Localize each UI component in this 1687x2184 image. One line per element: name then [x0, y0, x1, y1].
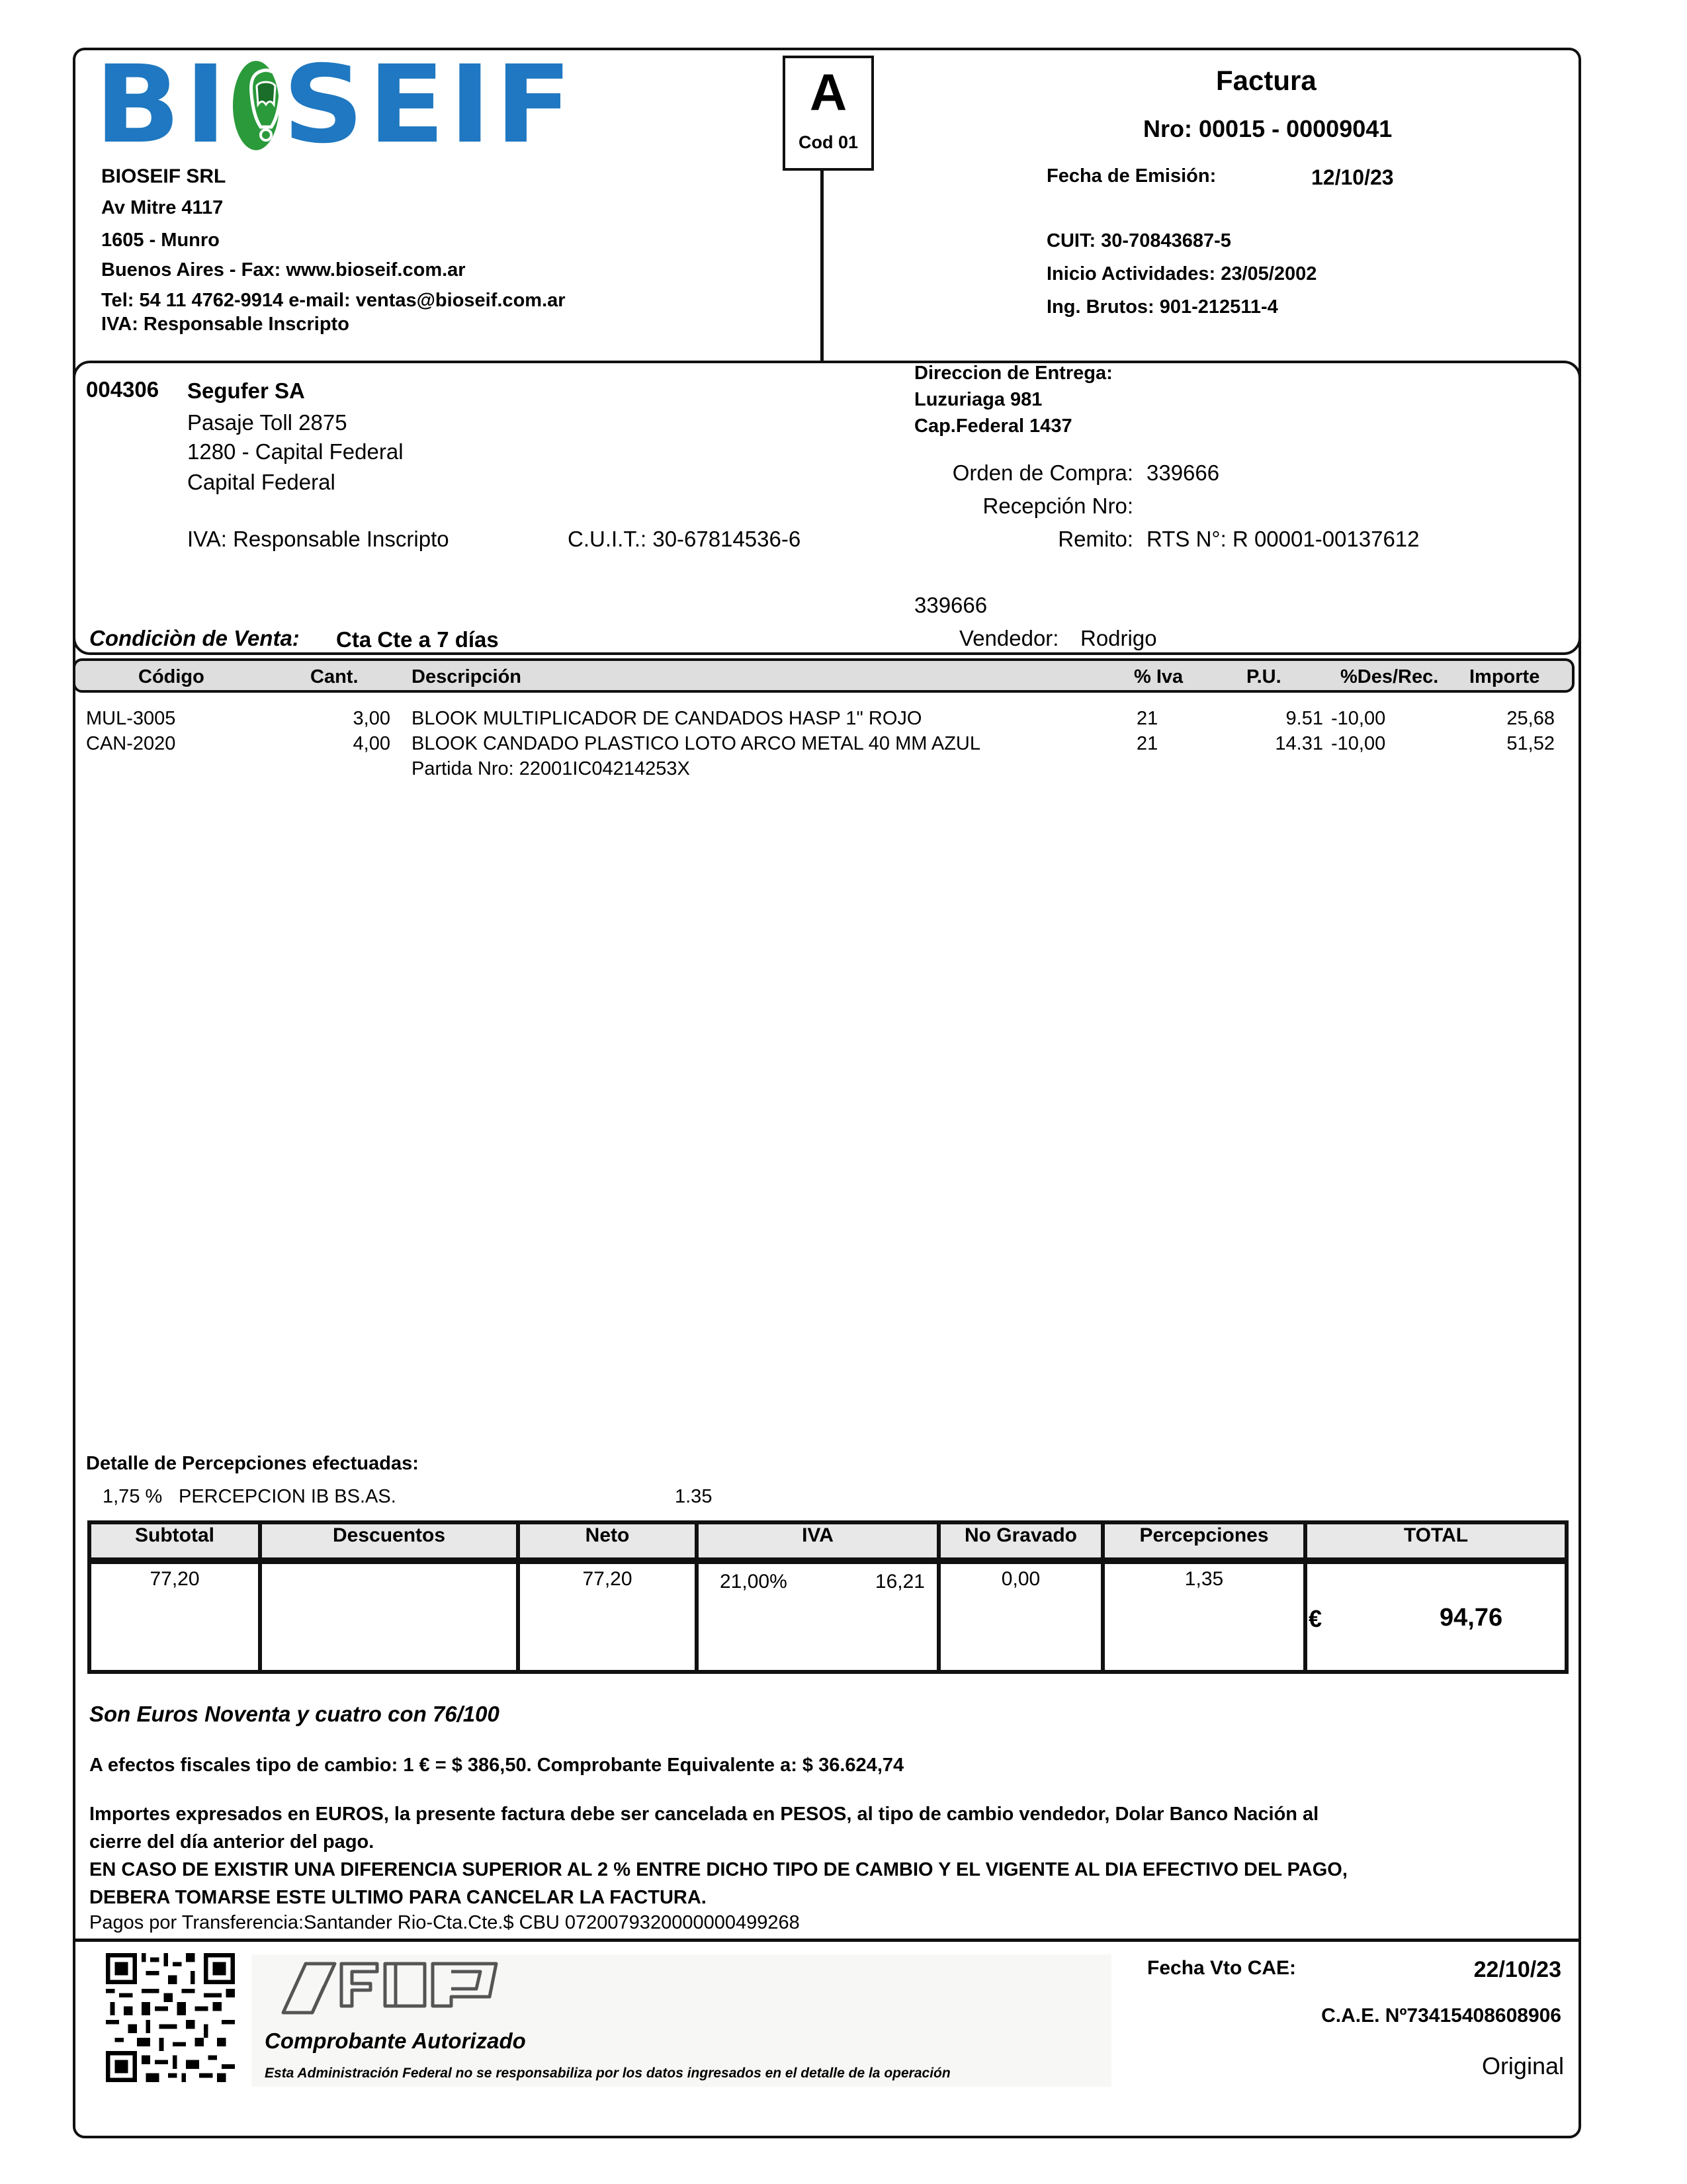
client-cuit: C.U.I.T.: 30-67814536-6 [568, 527, 801, 551]
seller-name: Rodrigo [1080, 626, 1157, 650]
issuer-gross-income: Ing. Brutos: 901-212511-4 [1047, 296, 1278, 318]
iva-amount: 16,21 [875, 1571, 925, 1593]
copy-label: Original [1481, 2052, 1564, 2079]
sale-condition: Cta Cte a 7 días [336, 627, 499, 652]
col-code: Código [138, 666, 204, 687]
invoice-letter: A [809, 63, 847, 121]
invoice-letter-box [783, 56, 874, 171]
document-type: Factura [1216, 65, 1317, 96]
bioseif-logo [95, 43, 576, 167]
delivery-city: Cap.Federal 1437 [914, 415, 1072, 437]
purchase-order-label: Orden de Compra: [952, 460, 1133, 485]
delivery-label: Direccion de Entrega: [914, 363, 1113, 384]
col-description: Descripción [411, 666, 521, 687]
afip-disclaimer: Esta Administración Federal no se responsabiliza por los datos ingresados en el detalle de la operación [265, 2066, 951, 2081]
totals-header-perceptions: Percepciones [1103, 1522, 1305, 1561]
document-number-value: 00015 - 00009041 [1199, 115, 1393, 142]
gas-mask-icon [233, 61, 279, 150]
client-address: Pasaje Toll 2875 [187, 410, 347, 435]
warning-line2: DEBERA TOMARSE ESTE ULTIMO PARA CANCELAR LA FACTURA. [89, 1887, 707, 1908]
afip-authorization-box [251, 1954, 1111, 2087]
totals-header-total: TOTAL [1305, 1522, 1567, 1561]
reception-label: Recepción Nro: [982, 494, 1133, 518]
item-code: CAN-2020 [86, 733, 176, 754]
client-box [73, 361, 1581, 655]
afip-logo-icon [278, 1960, 523, 2019]
totals-header-discounts: Descuentos [260, 1522, 518, 1561]
currency-note-line2: cierre del día anterior del pago. [89, 1831, 374, 1853]
item-unit-price: 9.51 [1285, 708, 1323, 729]
not-taxed-value: 0,00 [939, 1561, 1103, 1672]
issue-date: 12/10/23 [1311, 165, 1394, 189]
totals-header-subtotal: Subtotal [89, 1522, 260, 1561]
client-code: 004306 [86, 377, 159, 402]
item-amount: 25,68 [1506, 708, 1555, 729]
item-qty: 3,00 [353, 708, 390, 729]
reference-number: 339666 [914, 593, 988, 617]
totals-table [87, 1520, 1569, 1674]
col-iva: % Iva [1134, 666, 1184, 687]
lot-note: Partida Nro: 22001IC04214253X [411, 758, 690, 779]
delivery-address: Luzuriaga 981 [914, 389, 1043, 410]
item-iva: 21 [1137, 708, 1158, 729]
logo-text-left: BI [95, 43, 231, 167]
document-number [1143, 115, 1392, 143]
amount-in-words: Son Euros Noventa y cuatro con 76/100 [89, 1702, 499, 1726]
totals-header-iva: IVA [697, 1522, 939, 1561]
cae-due-label: Fecha Vto CAE: [1147, 1957, 1297, 1979]
perception-amount: 1.35 [675, 1486, 713, 1507]
invoice-letter-code: Cod 01 [798, 132, 859, 152]
client-province: Capital Federal [187, 470, 335, 494]
issuer-iva: IVA: Responsable Inscripto [101, 314, 349, 335]
issuer-fax-web: Buenos Aires - Fax: www.bioseif.com.ar [101, 259, 466, 281]
item-unit-price: 14.31 [1275, 733, 1323, 754]
issuer-cuit: CUIT: 30-70843687-5 [1047, 230, 1231, 251]
warning-line1: EN CASO DE EXISTIR UNA DIFERENCIA SUPERIOR AL 2 % ENTRE DICHO TIPO DE CAMBIO Y EL VIGENTE AL DIA EFECTIVO DEL PAGO, [89, 1859, 1348, 1880]
bank-transfer-info: Pagos por Transferencia:Santander Rio-Cta.Cte.$ CBU 0720079320000000499268 [89, 1912, 800, 1933]
perceptions-value: 1,35 [1103, 1561, 1305, 1672]
header-divider [820, 171, 824, 361]
perception-rate: 1,75 % [103, 1486, 163, 1507]
total-cell [1305, 1561, 1567, 1672]
currency-note-line1: Importes expresados en EUROS, la presente factura debe ser cancelada en PESOS, al tipo de cambio vendedor, Dolar Banco Nación al [89, 1804, 1319, 1825]
item-description: BLOOK CANDADO PLASTICO LOTO ARCO METAL 40 MM AZUL [411, 733, 981, 754]
footer-divider [73, 1939, 1581, 1942]
col-discount: %Des/Rec. [1340, 666, 1439, 687]
total-value: 94,76 [1440, 1604, 1503, 1632]
remito-label: Remito: [1058, 527, 1133, 551]
client-iva: IVA: Responsable Inscripto [187, 527, 449, 551]
document-number-label: Nro: [1143, 115, 1192, 142]
iva-rate: 21,00% [720, 1571, 787, 1593]
logo-text-right: SEIF [282, 43, 576, 167]
subtotal-value: 77,20 [89, 1561, 260, 1672]
sale-condition-label: Condiciòn de Venta: [89, 626, 300, 650]
net-value: 77,20 [518, 1561, 697, 1672]
item-discount: -10,00 [1331, 733, 1386, 754]
remito-number: RTS N°: R 00001-00137612 [1146, 527, 1420, 551]
seller-label: Vendedor: [959, 626, 1059, 650]
cae-due-date: 22/10/23 [1473, 1957, 1561, 1982]
issuer-address: Av Mitre 4117 [101, 197, 224, 218]
col-amount: Importe [1469, 666, 1540, 687]
issue-date-label: Fecha de Emisión: [1047, 165, 1217, 187]
exchange-rate-note: A efectos fiscales tipo de cambio: 1 € = $ 386,50. Comprobante Equivalente a: $ 36.624,74 [89, 1755, 904, 1776]
totals-header-not-taxed: No Gravado [939, 1522, 1103, 1561]
issuer-name: BIOSEIF SRL [101, 165, 226, 187]
item-amount: 51,52 [1506, 733, 1555, 754]
col-qty: Cant. [310, 666, 359, 687]
item-discount: -10,00 [1331, 708, 1386, 729]
perceptions-title: Detalle de Percepciones efectuadas: [86, 1453, 419, 1474]
qr-code-icon [106, 1953, 235, 2082]
cae-number: C.A.E. Nº73415408608906 [1321, 2005, 1561, 2027]
issuer-contact: Tel: 54 11 4762-9914 e-mail: ventas@bioseif.com.ar [101, 290, 566, 311]
authorized-label: Comprobante Autorizado [265, 2029, 526, 2053]
item-code: MUL-3005 [86, 708, 176, 729]
item-description: BLOOK MULTIPLICADOR DE CANDADOS HASP 1" ROJO [411, 708, 922, 729]
issuer-city: 1605 - Munro [101, 230, 220, 251]
iva-cell [697, 1561, 939, 1672]
discounts-value [260, 1561, 518, 1672]
col-unit-price: P.U. [1246, 666, 1281, 687]
totals-header-net: Neto [518, 1522, 697, 1561]
currency-symbol: € [1309, 1605, 1322, 1632]
purchase-order: 339666 [1146, 460, 1220, 485]
items-table-header [73, 658, 1575, 693]
item-iva: 21 [1137, 733, 1158, 754]
client-name: Segufer SA [187, 378, 305, 403]
perception-name: PERCEPCION IB BS.AS. [179, 1486, 396, 1507]
issuer-start-activities: Inicio Actividades: 23/05/2002 [1047, 263, 1317, 284]
client-city: 1280 - Capital Federal [187, 439, 404, 464]
item-qty: 4,00 [353, 733, 390, 754]
